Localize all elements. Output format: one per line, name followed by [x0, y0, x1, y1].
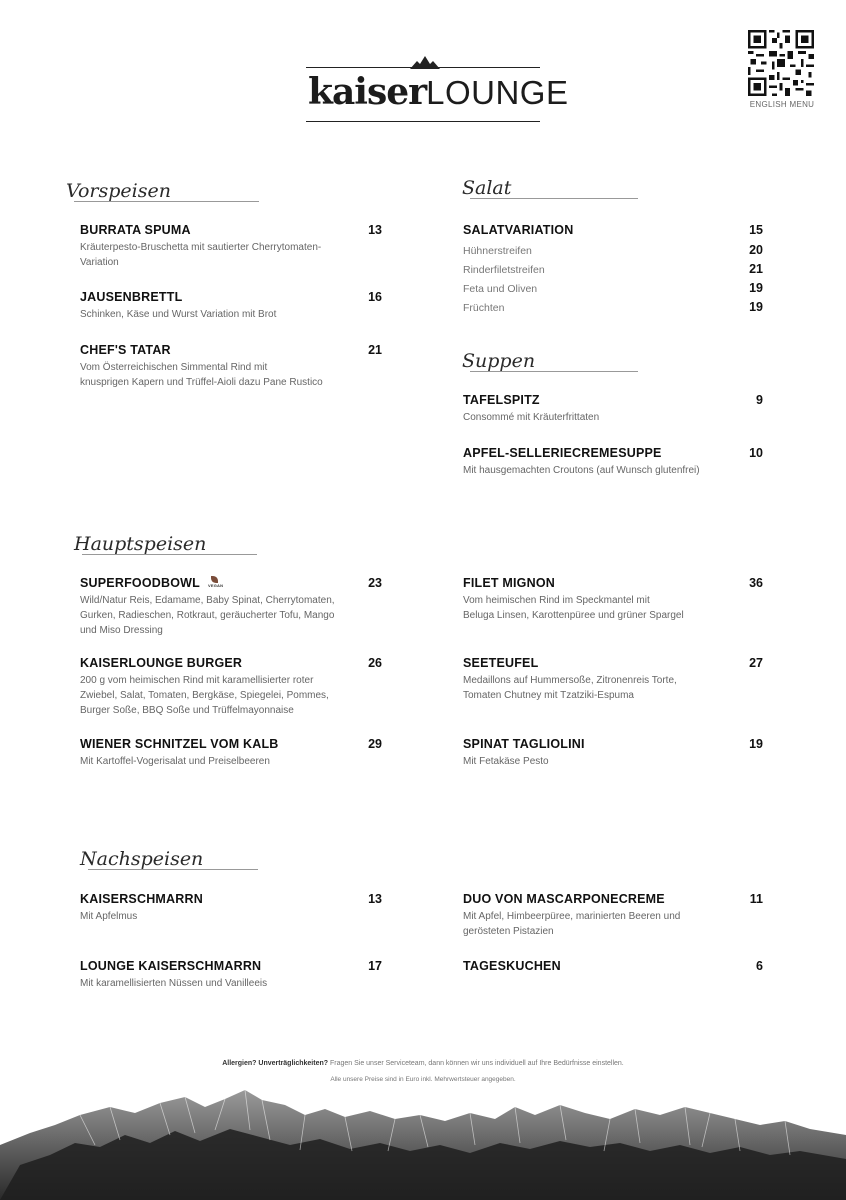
- menu-item-tageskuchen: [463, 959, 765, 973]
- logo-kaiser: kaiser: [308, 71, 427, 113]
- item-name: CHEF'S TATAR: [80, 343, 171, 357]
- menu-item-duo-mascarponecreme: [463, 892, 765, 939]
- item-description: [80, 593, 382, 638]
- item-price: 27: [749, 656, 763, 670]
- desc-line: Gurken, Radieschen, Rotkraut, geräucherter Tofu, Mango: [80, 610, 335, 621]
- menu-item-kaiserlounge-burger: [80, 656, 382, 718]
- item-name: FILET MIGNON: [463, 576, 555, 590]
- item-price: 10: [749, 446, 763, 460]
- salat-option-label: Hühnerstreifen: [463, 245, 532, 257]
- section-title-text: Suppen: [462, 350, 536, 372]
- section-underline: [82, 554, 257, 555]
- mountain-panorama-illustration: [0, 1085, 846, 1200]
- section-title-text: Nachspeisen: [80, 848, 204, 870]
- item-price: 11: [749, 892, 763, 906]
- menu-item-jausenbrettl: [80, 290, 382, 322]
- item-price: 9: [756, 393, 763, 407]
- item-name: SALATVARIATION: [463, 223, 574, 237]
- item-price: 19: [749, 737, 763, 751]
- item-description: [463, 909, 765, 939]
- desc-line: Beluga Linsen, Karottenpüree und grüner Spargel: [463, 610, 684, 621]
- section-underline: [74, 201, 259, 202]
- allergy-note-bold: Allergien? Unverträglichkeiten?: [222, 1060, 329, 1067]
- desc-line: 200 g vom heimischen Rind mit karamellisierter roter: [80, 675, 314, 686]
- item-price: 6: [756, 959, 763, 973]
- item-name-text: SUPERFOODBOWL: [80, 576, 200, 590]
- item-name: APFEL-SELLERIECREMESUPPE: [463, 446, 662, 460]
- item-description: [463, 673, 765, 703]
- salat-option-price: 19: [749, 300, 763, 314]
- section-title-suppen: [462, 350, 535, 372]
- desc-line: Mit hausgemachten Croutons (auf Wunsch glutenfrei): [463, 465, 700, 476]
- salat-option-price: 19: [749, 281, 763, 295]
- desc-line: und Miso Dressing: [80, 625, 163, 636]
- item-description: [80, 909, 382, 924]
- item-name: SEETEUFEL: [463, 656, 539, 670]
- item-name: SPINAT TAGLIOLINI: [463, 737, 585, 751]
- menu-item-filet-mignon: [463, 576, 765, 623]
- item-name: TAFELSPITZ: [463, 393, 540, 407]
- section-title-text: Hauptspeisen: [74, 533, 207, 555]
- qr-code-icon[interactable]: [748, 30, 814, 96]
- qr-label: ENGLISH MENU: [749, 100, 815, 109]
- menu-item-chefs-tatar: [80, 343, 382, 390]
- item-price: 23: [368, 576, 382, 590]
- desc-line: Mit Kartoffel-Vogerisalat und Preiselbeeren: [80, 756, 270, 767]
- desc-line: knusprigen Kapern und Trüffel-Aioli dazu Pane Rustico: [80, 377, 323, 388]
- item-description: [80, 307, 382, 322]
- item-description: [80, 360, 382, 390]
- item-name: JAUSENBRETTL: [80, 290, 183, 304]
- menu-item-tafelspitz: [463, 393, 765, 425]
- salat-option-label: Feta und Oliven: [463, 283, 538, 295]
- salat-option-price: 20: [749, 243, 763, 257]
- item-description: [80, 754, 382, 769]
- logo-rule-bottom: [306, 121, 540, 122]
- section-underline: [470, 198, 638, 199]
- item-name: BURRATA SPUMA: [80, 223, 191, 237]
- menu-item-wiener-schnitzel: [80, 737, 382, 769]
- desc-line: Mit Fetakäse Pesto: [463, 756, 549, 767]
- item-name: LOUNGE KAISERSCHMARRN: [80, 959, 262, 973]
- section-title-hauptspeisen: [74, 533, 206, 555]
- menu-item-salatvariation: [463, 223, 765, 237]
- desc-line: Vom Österreichischen Simmental Rind mit: [80, 362, 268, 373]
- logo-rule-top: [306, 67, 540, 68]
- desc-line: Mit Apfelmus: [80, 911, 138, 922]
- section-underline: [88, 869, 258, 870]
- item-name: WIENER SCHNITZEL VOM KALB: [80, 737, 279, 751]
- menu-item-apfel-selleriecremesuppe: [463, 446, 765, 478]
- salat-option-label: Früchten: [463, 302, 505, 314]
- logo-lounge: LOUNGE: [426, 74, 569, 111]
- menu-item-burrata-spuma: [80, 223, 382, 270]
- item-name: [80, 576, 382, 590]
- item-description: [463, 463, 765, 478]
- item-description: [463, 754, 765, 769]
- item-description: [80, 673, 382, 718]
- desc-line: Burger Soße, BBQ Soße und Trüffelmayonnaise: [80, 705, 294, 716]
- item-description: [80, 976, 382, 991]
- item-price: 15: [749, 223, 763, 237]
- vegan-leaf-icon: [208, 576, 224, 588]
- salat-option-label: Rinderfiletstreifen: [463, 264, 545, 276]
- menu-item-kaiserschmarrn: [80, 892, 382, 924]
- desc-line: Mit karamellisierten Nüssen und Vanilleeis: [80, 978, 268, 989]
- section-title-vorspeisen: [66, 180, 171, 202]
- desc-line: Medaillons auf Hummersoße, Zitronenreis Torte,: [463, 675, 677, 686]
- menu-item-spinat-tagliolini: [463, 737, 765, 769]
- section-title-text: Vorspeisen: [66, 180, 171, 202]
- desc-line: gerösteten Pistazien: [463, 926, 554, 937]
- item-name: DUO VON MASCARPONECREME: [463, 892, 665, 906]
- menu-item-superfoodbowl: [80, 576, 382, 638]
- item-price: 13: [368, 223, 382, 237]
- item-description: [80, 240, 382, 270]
- menu-item-seeteufel: [463, 656, 765, 703]
- allergy-note: [0, 1060, 846, 1067]
- item-price: 16: [368, 290, 382, 304]
- desc-line: Zwiebel, Salat, Tomaten, Bergkäse, Spiegelei, Pommes,: [80, 690, 329, 701]
- desc-line: Wild/Natur Reis, Edamame, Baby Spinat, Cherrytomaten,: [80, 595, 335, 606]
- item-description: [463, 410, 765, 425]
- section-title-nachspeisen: [80, 848, 203, 870]
- section-title-salat: [462, 177, 511, 199]
- vegan-label: VEGAN: [207, 582, 224, 588]
- desc-line: Mit Apfel, Himbeerpüree, marinierten Beeren und: [463, 911, 681, 922]
- item-description: [463, 593, 765, 623]
- item-price: 29: [368, 737, 382, 751]
- desc-line: Schinken, Käse und Wurst Variation mit Brot: [80, 309, 277, 320]
- item-price: 13: [368, 892, 382, 906]
- item-price: 17: [368, 959, 382, 973]
- item-price: 21: [368, 343, 382, 357]
- item-name: TAGESKUCHEN: [463, 959, 561, 973]
- item-price: 36: [749, 576, 763, 590]
- menu-item-lounge-kaiserschmarrn: [80, 959, 382, 991]
- desc-line: Tomaten Chutney mit Tzatziki-Espuma: [463, 690, 634, 701]
- item-name: KAISERLOUNGE BURGER: [80, 656, 243, 670]
- kaiserlounge-logo: [306, 55, 569, 127]
- allergy-note-text: Fragen Sie unser Serviceteam, dann können wir uns individuell auf Ihre Bedürfnisse einstellen.: [328, 1060, 624, 1067]
- item-price: 26: [368, 656, 382, 670]
- desc-line: Consommé mit Kräuterfrittaten: [463, 412, 600, 423]
- logo-wordmark: [308, 71, 568, 113]
- section-title-text: Salat: [462, 177, 512, 199]
- item-name: KAISERSCHMARRN: [80, 892, 203, 906]
- desc-line: Variation: [80, 257, 119, 268]
- desc-line: Vom heimischen Rind im Speckmantel mit: [463, 595, 650, 606]
- prices-note: Alle unsere Preise sind in Euro inkl. Mehrwertsteuer angegeben.: [330, 1076, 516, 1083]
- desc-line: Kräuterpesto-Bruschetta mit sautierter Cherrytomaten-: [80, 242, 322, 253]
- section-underline: [470, 371, 638, 372]
- salat-option-price: 21: [749, 262, 763, 276]
